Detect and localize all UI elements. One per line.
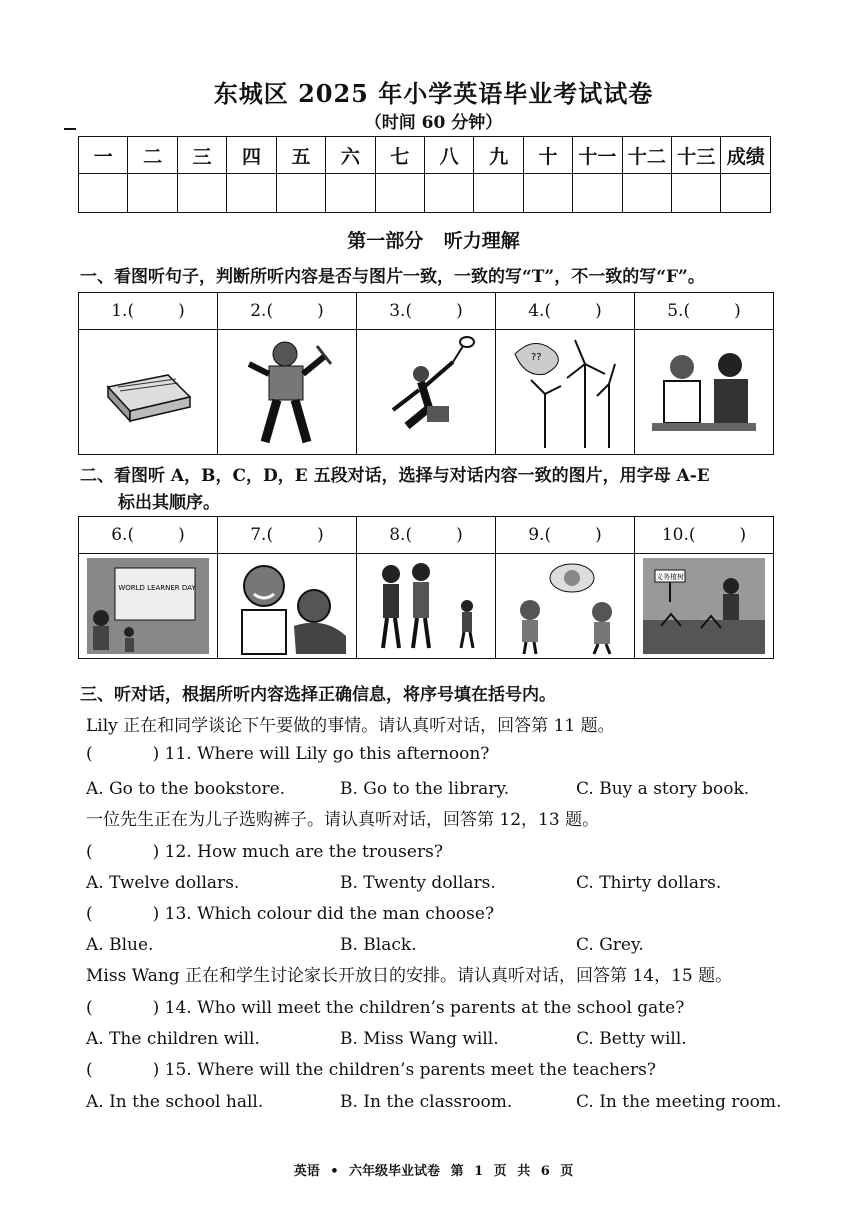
score-header: 十二 [622,137,671,174]
score-header: 八 [424,137,473,174]
score-header: 十 [523,137,572,174]
option-14-c[interactable]: C. Betty will. [576,1029,687,1049]
score-header: 十三 [672,137,721,174]
score-cell[interactable] [326,174,375,213]
answer-slot-5[interactable]: 5.( ) [635,293,774,330]
section1-instruction: 一、看图听句子，判断所听内容是否与图片一致，一致的写“T”，不一致的写“F”。 [80,267,705,287]
score-cell[interactable] [227,174,276,213]
section3-instruction: 三、听对话，根据所听内容选择正确信息，将序号填在括号内。 [80,685,556,705]
dentist-picture [218,554,357,659]
score-cell[interactable] [424,174,473,213]
answer-slot-4[interactable]: 4.( ) [496,293,635,330]
score-header: 一 [79,137,128,174]
score-cell[interactable] [721,174,771,213]
score-header: 十一 [573,137,622,174]
section2-instruction-line1: 二、看图听 A，B，C，D，E 五段对话，选择与对话内容一致的图片，用字母 A-E [80,466,710,486]
option-12-c[interactable]: C. Thirty dollars. [576,873,722,893]
part-one-title: 第一部分 听力理解 [347,230,520,252]
option-12-a[interactable]: A. Twelve dollars. [86,873,240,893]
poster-text: WORLD LEARNER DAY [118,584,196,592]
wind-turbines-picture [496,330,635,455]
section2-picture-table [78,516,774,659]
score-header: 三 [177,137,226,174]
exam-title: 东城区 2025 年小学英语毕业考试试卷 [213,79,654,108]
score-header: 五 [276,137,325,174]
section2-instruction-line2: 标出其顺序。 [118,493,220,513]
exam-time: （时间 60 分钟） [364,113,503,133]
option-12-b[interactable]: B. Twenty dollars. [340,873,496,893]
score-header: 四 [227,137,276,174]
score-table [78,136,771,213]
option-13-c[interactable]: C. Grey. [576,935,644,955]
family-walking-picture [357,554,496,659]
section1-picture-table [78,292,774,455]
score-cell[interactable] [672,174,721,213]
option-13-b[interactable]: B. Black. [340,935,417,955]
score-cell[interactable] [79,174,128,213]
answer-slot-1[interactable]: 1.( ) [79,293,218,330]
answer-slot-2[interactable]: 2.( ) [218,293,357,330]
answer-slot-3[interactable]: 3.( ) [357,293,496,330]
dialogue-intro-3: Miss Wang 正在和学生讨论家长开放日的安排。请认真听对话，回答第 14，15 题。 [86,966,733,986]
option-14-a[interactable]: A. The children will. [86,1029,260,1049]
answer-slot-6[interactable]: 6.( ) [79,517,218,554]
answer-slot-7[interactable]: 7.( ) [218,517,357,554]
score-header: 七 [375,137,424,174]
answer-slot-10[interactable]: 10.( ) [635,517,774,554]
option-11-a[interactable]: A. Go to the bookstore. [86,779,286,799]
option-14-b[interactable]: B. Miss Wang will. [340,1029,499,1049]
option-13-a[interactable]: A. Blue. [86,935,154,955]
option-15-a[interactable]: A. In the school hall. [86,1092,264,1112]
score-cell[interactable] [177,174,226,213]
eraser-picture [79,330,218,455]
score-cell[interactable] [573,174,622,213]
dialogue-intro-1: Lily 正在和同学谈论下午要做的事情。请认真听对话，回答第 11 题。 [86,716,615,736]
tree-planting-picture [635,554,774,659]
answer-slot-9[interactable]: 9.( ) [496,517,635,554]
score-cell[interactable] [474,174,523,213]
kids-thinking-picture [496,554,635,659]
question-12[interactable]: ( ) 12. How much are the trousers? [86,842,443,862]
question-13[interactable]: ( ) 13. Which colour did the man choose? [86,904,495,924]
score-header: 二 [128,137,177,174]
option-15-b[interactable]: B. In the classroom. [340,1092,513,1112]
dialogue-intro-2: 一位先生正在为儿子选购裤子。请认真听对话，回答第 12，13 题。 [86,810,600,830]
score-cell[interactable] [375,174,424,213]
svg-text:??: ?? [531,352,542,363]
option-11-c[interactable]: C. Buy a story book. [576,779,750,799]
question-11[interactable]: ( ) 11. Where will Lily go this afternoon? [86,744,490,764]
score-cell[interactable] [128,174,177,213]
score-header: 六 [326,137,375,174]
option-11-b[interactable]: B. Go to the library. [340,779,510,799]
score-cell[interactable] [622,174,671,213]
question-15[interactable]: ( ) 15. Where will the children’s parents meet the teachers? [86,1060,656,1080]
question-14[interactable]: ( ) 14. Who will meet the children’s parents at the school gate? [86,998,685,1018]
score-header: 九 [474,137,523,174]
option-15-c[interactable]: C. In the meeting room. [576,1092,782,1112]
page-footer: 英语 • 六年级毕业试卷 第 1 页 共 6 页 [293,1164,574,1179]
score-header: 成绩 [721,137,771,174]
plumber-picture [218,330,357,455]
doctor-patient-picture [635,330,774,455]
badminton-player-picture [357,330,496,455]
answer-slot-8[interactable]: 8.( ) [357,517,496,554]
classroom-poster-picture [79,554,218,659]
sign-text: 义务植树 [656,573,684,581]
score-cell[interactable] [523,174,572,213]
score-cell[interactable] [276,174,325,213]
